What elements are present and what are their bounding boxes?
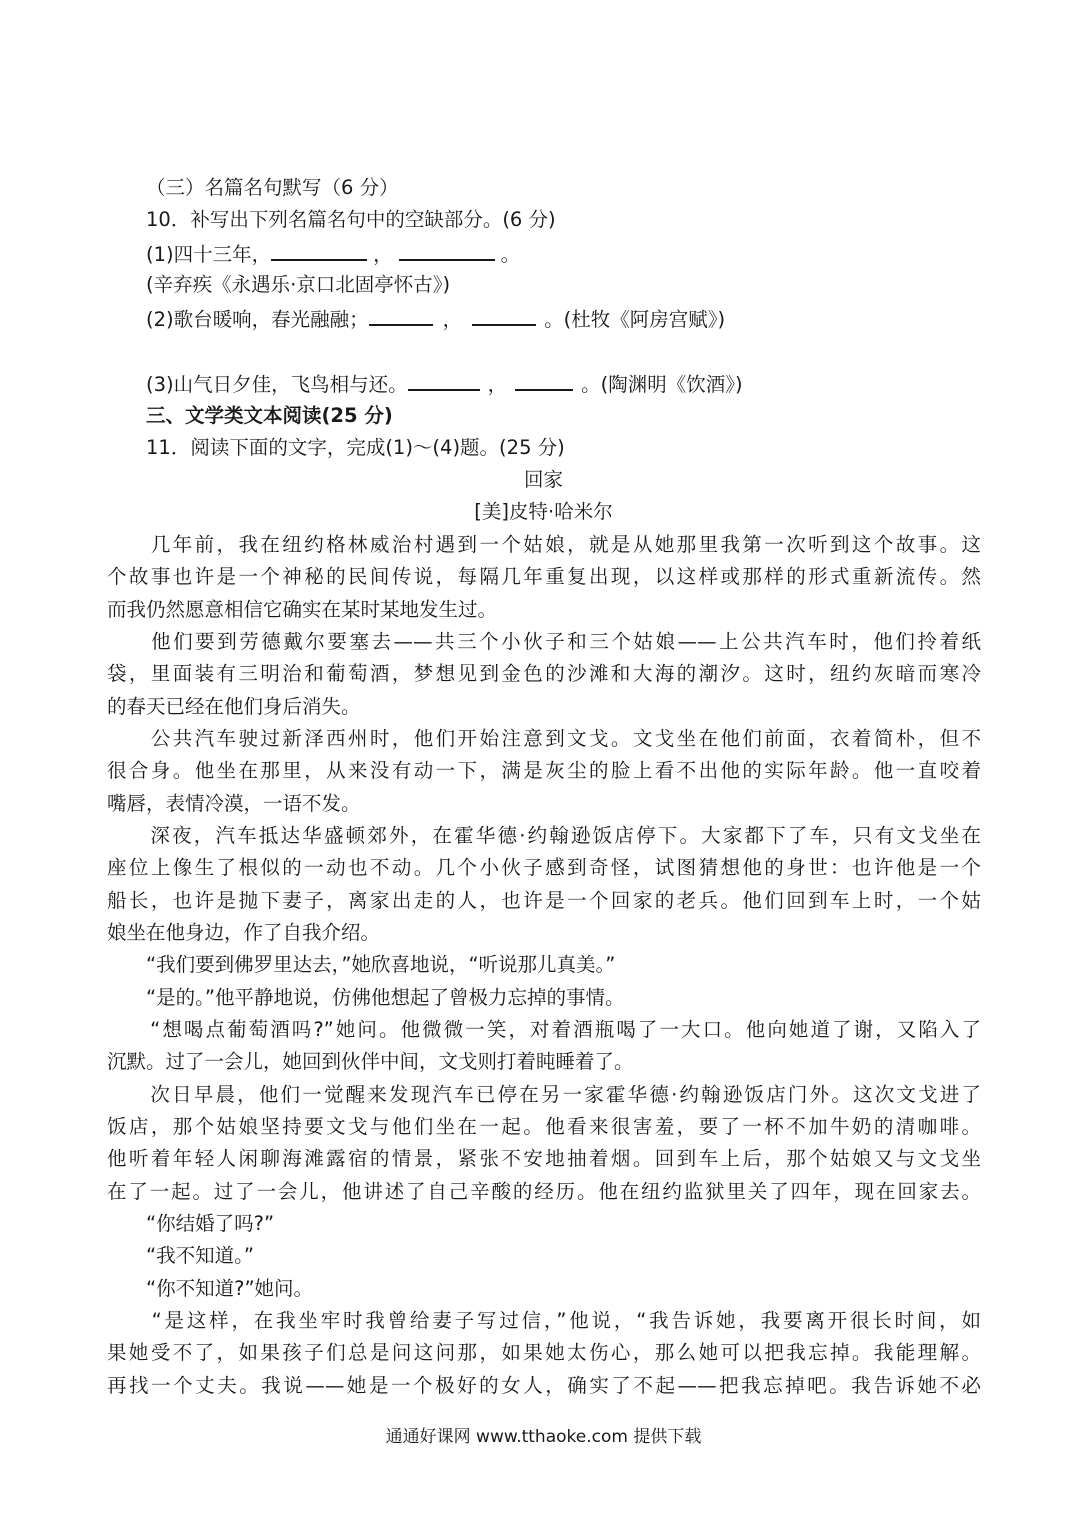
question-10-item-1 (146, 241, 520, 267)
item-3-separator: ， (487, 373, 508, 396)
story-line: “是的。”他平静地说，仿佛他想起了曾极力忘掉的事情。 (107, 986, 625, 1009)
item-3-prompt: (3)山气日夕佳，飞鸟相与还。 (146, 373, 408, 396)
item-1-end: 。 (500, 243, 521, 266)
answer-blank-2b[interactable] (472, 306, 536, 326)
story-line: 他听着年轻人闲聊海滩露宿的情景，紧张不安地抽着烟。回到车上后，那个姑娘又与文戈坐 (107, 1147, 981, 1170)
story-line: 深夜，汽车抵达华盛顿郊外，在霍华德·约翰逊饭店停下。大家都下了车，只有文戈坐在 (107, 824, 981, 847)
story-line: 很合身。他坐在那里，从来没有动一下，满是灰尘的脸上看不出他的实际年龄。他一直咬着 (107, 759, 981, 782)
item-2-end: 。(杜牧《阿房宫赋》) (544, 308, 726, 331)
story-line: “你不知道?”她问。 (107, 1277, 314, 1300)
story-line: 而我仍然愿意相信它确实在某时某地发生过。 (107, 598, 498, 621)
item-1-separator: ， (373, 243, 393, 266)
story-line: 饭店，那个姑娘坚持要文戈与他们坐在一起。他看来很害羞，要了一杯不加牛奶的清咖啡。 (107, 1115, 981, 1138)
story-line: 果她受不了，如果孩子们总是问这问那，如果她太伤心，那么她可以把我忘掉。我能理解。 (107, 1341, 981, 1364)
story-line: 次日早晨，他们一觉醒来发现汽车已停在另一家霍华德·约翰逊饭店门外。这次文戈进了 (107, 1083, 981, 1106)
section-heading-memorization: （三）名篇名句默写（6 分） (146, 176, 399, 199)
question-10-item-3 (146, 371, 743, 397)
answer-blank-3a[interactable] (408, 371, 480, 391)
story-line: 再找一个丈夫。我说——她是一个极好的女人，确实了不起——把我忘掉吧。我告诉她不必 (107, 1374, 981, 1397)
question-10-item-2 (146, 306, 725, 332)
answer-blank-2a[interactable] (369, 306, 433, 326)
story-line: “我不知道。” (107, 1244, 254, 1267)
story-line: 几年前，我在纽约格林威治村遇到一个姑娘，就是从她那里我第一次听到这个故事。这 (107, 533, 981, 556)
answer-blank-1a[interactable] (271, 241, 367, 261)
story-line: “是这样，在我坐牢时我曾给妻子写过信，”他说，“我告诉她，我要离开很长时间，如 (107, 1309, 981, 1332)
item-2-prompt: (2)歌台暖响，春光融融； (146, 308, 369, 331)
question-11-stem: 11．阅读下面的文字，完成(1)～(4)题。(25 分) (146, 436, 565, 459)
story-line: “你结婚了吗?” (107, 1212, 275, 1235)
item-3-end: 。(陶渊明《饮酒》) (581, 373, 743, 396)
answer-blank-3b[interactable] (515, 371, 573, 391)
story-line: 座位上像生了根似的一动也不动。几个小伙子感到奇怪，试图猜想他的身世：也许他是一个 (107, 856, 981, 879)
part-heading-literary-reading: 三、文学类文本阅读(25 分) (146, 404, 393, 427)
story-author: [美]皮特·哈米尔 (474, 500, 613, 523)
story-line: “我们要到佛罗里达去，”她欣喜地说，“听说那儿真美。” (107, 953, 616, 976)
story-line: 在了一起。过了一会儿，他讲述了自己辛酸的经历。他在纽约监狱里关了四年，现在回家去。 (107, 1180, 981, 1203)
story-title: 回家 (523, 468, 563, 491)
question-10-item-1-source: (辛弃疾《永遇乐·京口北固亭怀古》) (146, 273, 451, 296)
story-line: 袋，里面装有三明治和葡萄酒，梦想见到金色的沙滩和大海的潮汐。这时，纽约灰暗而寒冷 (107, 662, 981, 685)
story-line: 的春天已经在他们身后消失。 (107, 695, 361, 718)
story-line: 娘坐在他身边，作了自我介绍。 (107, 921, 381, 944)
answer-blank-1b[interactable] (399, 241, 495, 261)
item-2-separator: ， (442, 308, 463, 331)
story-line: 船长，也许是抛下妻子，离家出走的人，也许是一个回家的老兵。他们回到车上时，一个姑 (107, 889, 981, 912)
story-line: 他们要到劳德戴尔要塞去——共三个小伙子和三个姑娘——上公共汽车时，他们拎着纸 (107, 630, 981, 653)
story-line: 嘴唇，表情冷漠，一语不发。 (107, 792, 361, 815)
item-1-prompt: (1)四十三年， (146, 243, 272, 266)
story-line: “想喝点葡萄酒吗?”她问。他微微一笑，对着酒瓶喝了一大口。他向她道了谢，又陷入了 (107, 1018, 981, 1041)
page-footer[interactable]: 通通好课网 www.tthaoke.com 提供下载 (385, 1427, 702, 1447)
story-line: 个故事也许是一个神秘的民间传说，每隔几年重复出现，以这样或那样的形式重新流传。然 (107, 565, 981, 588)
story-line: 沉默。过了一会儿，她回到伙伴中间，文戈则打着盹睡着了。 (107, 1050, 634, 1073)
story-line: 公共汽车驶过新泽西州时，他们开始注意到文戈。文戈坐在他们前面，衣着简朴，但不 (107, 727, 981, 750)
question-10-stem: 10．补写出下列名篇名句中的空缺部分。(6 分) (146, 208, 556, 231)
